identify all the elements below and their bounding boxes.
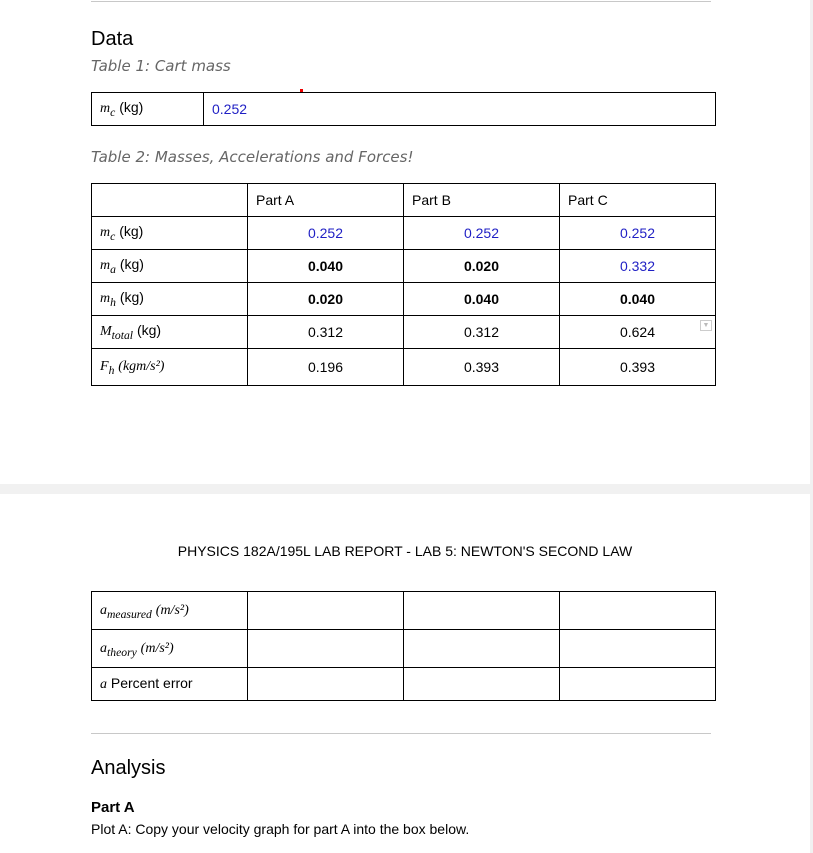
cart-mass-label[interactable]: $m_c$ (kg) bbox=[92, 93, 204, 126]
row-label[interactable]: a Percent error bbox=[92, 668, 248, 701]
table-header-cell[interactable]: Part B bbox=[404, 184, 560, 217]
table-cell[interactable] bbox=[248, 630, 404, 668]
table-row bbox=[92, 250, 716, 283]
table-cell[interactable]: 0.393 bbox=[404, 349, 560, 386]
row-label[interactable]: $M_{total}$ (kg) bbox=[92, 316, 248, 349]
table-cell[interactable] bbox=[560, 592, 716, 630]
table-header-cell[interactable] bbox=[92, 184, 248, 217]
plot-a-instructions: Plot A: Copy your velocity graph for part A into the box below. bbox=[91, 821, 470, 837]
row-label[interactable]: $F_h$ (kgm/s²) bbox=[92, 349, 248, 386]
table-cell[interactable]: 0.040 bbox=[404, 283, 560, 316]
table-cell[interactable]: 0.020 bbox=[248, 283, 404, 316]
table1-caption: Table 1: Cart mass bbox=[91, 57, 231, 75]
table-header-cell[interactable]: Part A bbox=[248, 184, 404, 217]
table-cell[interactable] bbox=[248, 592, 404, 630]
table-cell[interactable]: 0.040 bbox=[560, 283, 716, 316]
table-cell[interactable]: 0.624 ▼ bbox=[560, 316, 716, 349]
analysis-heading: Analysis bbox=[91, 757, 166, 779]
table-cell[interactable] bbox=[404, 668, 560, 701]
document-page-2 bbox=[0, 494, 810, 853]
table-cell[interactable]: 0.312 bbox=[404, 316, 560, 349]
row-label[interactable]: $m_c$ (kg) bbox=[92, 217, 248, 250]
horizontal-rule bbox=[91, 1, 711, 2]
table-cell[interactable]: 0.252 bbox=[248, 217, 404, 250]
running-header: PHYSICS 182A/195L LAB REPORT - LAB 5: NEWTON'S SECOND LAW bbox=[177, 543, 633, 559]
table-cell[interactable] bbox=[404, 630, 560, 668]
table-cell[interactable]: 0.252 bbox=[404, 217, 560, 250]
table-cell[interactable]: 0.040 bbox=[248, 250, 404, 283]
table-row bbox=[92, 630, 716, 668]
table-cell[interactable] bbox=[560, 630, 716, 668]
table2-caption: Table 2: Masses, Accelerations and Forces! bbox=[91, 148, 414, 166]
table-row bbox=[92, 316, 716, 349]
dropdown-arrow-icon[interactable]: ▼ bbox=[700, 320, 712, 331]
table-cell[interactable]: 0.020 bbox=[404, 250, 560, 283]
table-cell[interactable]: 0.393 bbox=[560, 349, 716, 386]
table-cell[interactable] bbox=[560, 668, 716, 701]
row-label[interactable]: $a_{theory}$ (m/s²) bbox=[92, 630, 248, 668]
horizontal-rule bbox=[91, 733, 711, 734]
table-row bbox=[92, 349, 716, 386]
part-a-heading: Part A bbox=[91, 799, 135, 816]
table-row bbox=[92, 283, 716, 316]
table-cell[interactable]: 0.196 bbox=[248, 349, 404, 386]
table-cell[interactable]: 0.312 bbox=[248, 316, 404, 349]
table-cell[interactable]: 0.332 bbox=[560, 250, 716, 283]
table-row bbox=[92, 592, 716, 630]
table-row bbox=[92, 217, 716, 250]
row-label[interactable]: $m_h$ (kg) bbox=[92, 283, 248, 316]
row-label[interactable]: $m_a$ (kg) bbox=[92, 250, 248, 283]
cart-mass-table bbox=[91, 92, 716, 126]
acceleration-table bbox=[91, 591, 716, 701]
masses-forces-table bbox=[91, 183, 716, 386]
cart-mass-value[interactable]: 0.252 bbox=[204, 93, 716, 126]
table-cell[interactable]: 0.252 bbox=[560, 217, 716, 250]
data-heading: Data bbox=[91, 28, 134, 50]
table-row bbox=[92, 668, 716, 701]
row-label[interactable]: $a_{measured}$ (m/s²) bbox=[92, 592, 248, 630]
table-header-cell[interactable]: Part C bbox=[560, 184, 716, 217]
table-cell[interactable] bbox=[404, 592, 560, 630]
table-cell[interactable] bbox=[248, 668, 404, 701]
